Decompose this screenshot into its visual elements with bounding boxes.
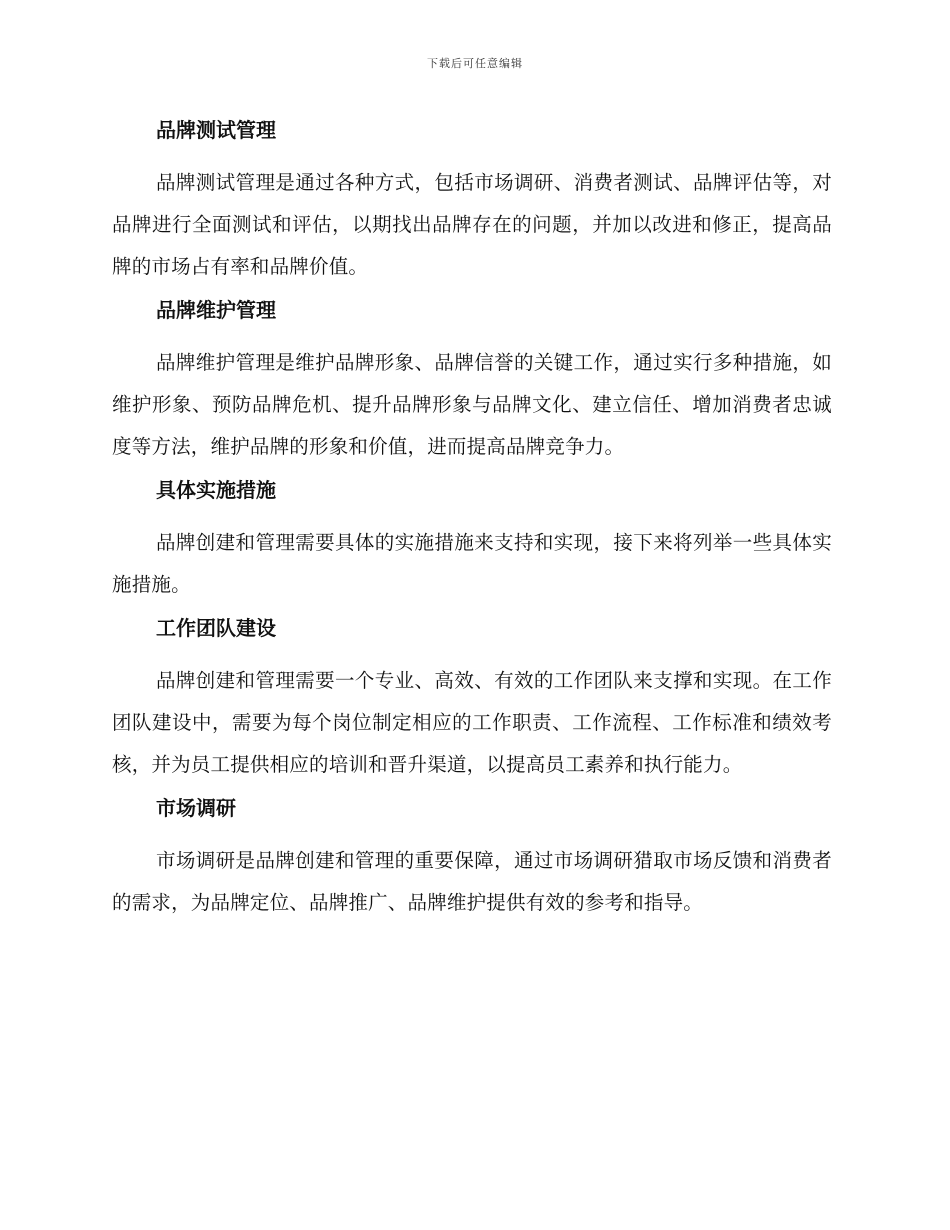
section-heading: 品牌维护管理 — [156, 298, 276, 322]
section-heading: 工作团队建设 — [156, 616, 276, 640]
section-paragraph: 品牌测试管理是通过各种方式，包括市场调研、消费者测试、品牌评估等，对品牌进行全面测试和评估，以期找出品牌存在的问题，并加以改进和修正，提高品牌的市场占有率和品牌价值。 — [112, 171, 832, 278]
section-heading: 市场调研 — [156, 796, 236, 820]
section-paragraph: 市场调研是品牌创建和管理的重要保障，通过市场调研猎取市场反馈和消费者的需求，为品牌定位、品牌推广、品牌维护提供有效的参考和指导。 — [112, 849, 832, 914]
page-header: 下载后可任意编辑 — [427, 57, 523, 70]
section-heading: 品牌测试管理 — [156, 118, 276, 142]
section-paragraph: 品牌创建和管理需要一个专业、高效、有效的工作团队来支撑和实现。在工作团队建设中，需要为每个岗位制定相应的工作职责、工作流程、工作标准和绩效考核，并为员工提供相应的培训和晋升渠道，以提高员工素养和执行能力。 — [112, 669, 832, 776]
section-paragraph: 品牌创建和管理需要具体的实施措施来支持和实现，接下来将列举一些具体实施措施。 — [112, 531, 832, 596]
section-heading: 具体实施措施 — [156, 478, 276, 502]
section-paragraph: 品牌维护管理是维护品牌形象、品牌信誉的关键工作，通过实行多种措施，如维护形象、预防品牌危机、提升品牌形象与品牌文化、建立信任、增加消费者忠诚度等方法，维护品牌的形象和价值，进而提高品牌竞争力。 — [112, 351, 832, 458]
document-body — [112, 110, 832, 932]
